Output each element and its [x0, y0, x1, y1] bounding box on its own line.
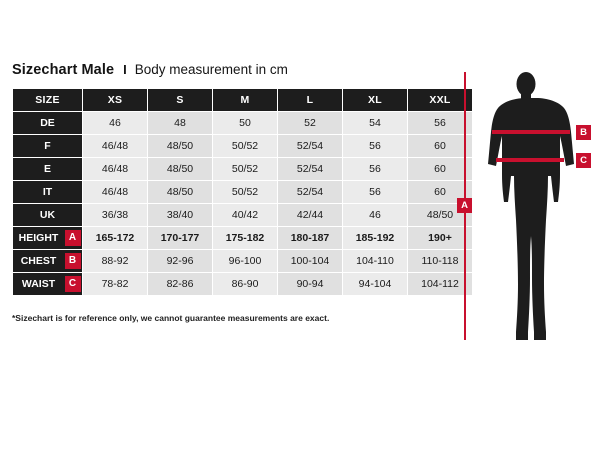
- cell-f-l: 52/54: [278, 135, 343, 158]
- cell-uk-l: 42/44: [278, 204, 343, 227]
- table-row: [13, 112, 473, 135]
- cell-it-m: 50/52: [213, 181, 278, 204]
- cell-e-xxl: 60: [408, 158, 473, 181]
- cell-chest-xxl: 110-118: [408, 250, 473, 273]
- cell-height-l: 180-187: [278, 227, 343, 250]
- figure-marker-b: B: [576, 125, 591, 140]
- footnote: *Sizechart is for reference only, we cannot guarantee measurements are exact.: [12, 313, 330, 323]
- column-header-s: S: [148, 89, 213, 112]
- page-title: [12, 62, 288, 78]
- row-label-chest: CHEST B: [13, 250, 83, 273]
- cell-waist-xs: 78-82: [83, 273, 148, 296]
- cell-e-m: 50/52: [213, 158, 278, 181]
- cell-de-xxl: 56: [408, 112, 473, 135]
- cell-de-xl: 54: [343, 112, 408, 135]
- title-subtitle: Body measurement in cm: [134, 62, 288, 77]
- cell-height-xl: 185-192: [343, 227, 408, 250]
- cell-de-l: 52: [278, 112, 343, 135]
- cell-waist-xxl: 104-112: [408, 273, 473, 296]
- table-row: [13, 181, 473, 204]
- table-row: [13, 158, 473, 181]
- column-header-xl: XL: [343, 89, 408, 112]
- row-label-height: HEIGHT A: [13, 227, 83, 250]
- cell-e-s: 48/50: [148, 158, 213, 181]
- cell-de-m: 50: [213, 112, 278, 135]
- male-silhouette-icon: [470, 70, 590, 345]
- row-label-f: F: [13, 135, 83, 158]
- cell-uk-m: 40/42: [213, 204, 278, 227]
- cell-f-xs: 46/48: [83, 135, 148, 158]
- cell-height-s: 170-177: [148, 227, 213, 250]
- cell-waist-s: 82-86: [148, 273, 213, 296]
- cell-it-xl: 56: [343, 181, 408, 204]
- cell-de-xs: 46: [83, 112, 148, 135]
- cell-height-m: 175-182: [213, 227, 278, 250]
- cell-de-s: 48: [148, 112, 213, 135]
- cell-f-xxl: 60: [408, 135, 473, 158]
- figure-marker-a: A: [457, 198, 472, 213]
- cell-chest-xl: 104-110: [343, 250, 408, 273]
- cell-f-s: 48/50: [148, 135, 213, 158]
- table-row: [13, 227, 473, 250]
- cell-uk-xs: 36/38: [83, 204, 148, 227]
- cell-chest-s: 92-96: [148, 250, 213, 273]
- table-row: [13, 273, 473, 296]
- column-header-size: SIZE: [13, 89, 83, 112]
- column-header-m: M: [213, 89, 278, 112]
- cell-it-l: 52/54: [278, 181, 343, 204]
- cell-chest-xs: 88-92: [83, 250, 148, 273]
- cell-uk-xl: 46: [343, 204, 408, 227]
- waist-measure-line: [496, 158, 564, 162]
- cell-f-xl: 56: [343, 135, 408, 158]
- marker-badge-c: C: [65, 276, 81, 292]
- cell-uk-xxl: 48/50: [408, 204, 473, 227]
- cell-f-m: 50/52: [213, 135, 278, 158]
- marker-badge-b: B: [65, 253, 81, 269]
- cell-height-xs: 165-172: [83, 227, 148, 250]
- row-label-it: IT: [13, 181, 83, 204]
- cell-e-l: 52/54: [278, 158, 343, 181]
- marker-badge-a: A: [65, 230, 81, 246]
- title-separator: I: [123, 62, 127, 77]
- cell-chest-l: 100-104: [278, 250, 343, 273]
- cell-chest-m: 96-100: [213, 250, 278, 273]
- cell-waist-xl: 94-104: [343, 273, 408, 296]
- cell-e-xl: 56: [343, 158, 408, 181]
- column-header-l: L: [278, 89, 343, 112]
- table-row: [13, 204, 473, 227]
- column-header-xxl: XXL: [408, 89, 473, 112]
- cell-it-xxl: 60: [408, 181, 473, 204]
- sizechart-table: [12, 88, 473, 296]
- table-row: [13, 250, 473, 273]
- cell-waist-l: 90-94: [278, 273, 343, 296]
- row-label-waist: WAIST C: [13, 273, 83, 296]
- cell-it-xs: 46/48: [83, 181, 148, 204]
- row-label-uk: UK: [13, 204, 83, 227]
- column-header-xs: XS: [83, 89, 148, 112]
- cell-waist-m: 86-90: [213, 273, 278, 296]
- row-label-de: DE: [13, 112, 83, 135]
- cell-height-xxl: 190+: [408, 227, 473, 250]
- cell-it-s: 48/50: [148, 181, 213, 204]
- row-label-e: E: [13, 158, 83, 181]
- cell-uk-s: 38/40: [148, 204, 213, 227]
- body-figure: [461, 70, 590, 345]
- table-row: [13, 135, 473, 158]
- figure-marker-c: C: [576, 153, 591, 168]
- table-header-row: [13, 89, 473, 112]
- chest-measure-line: [492, 130, 570, 134]
- cell-e-xs: 46/48: [83, 158, 148, 181]
- title-main: Sizechart Male: [12, 62, 115, 78]
